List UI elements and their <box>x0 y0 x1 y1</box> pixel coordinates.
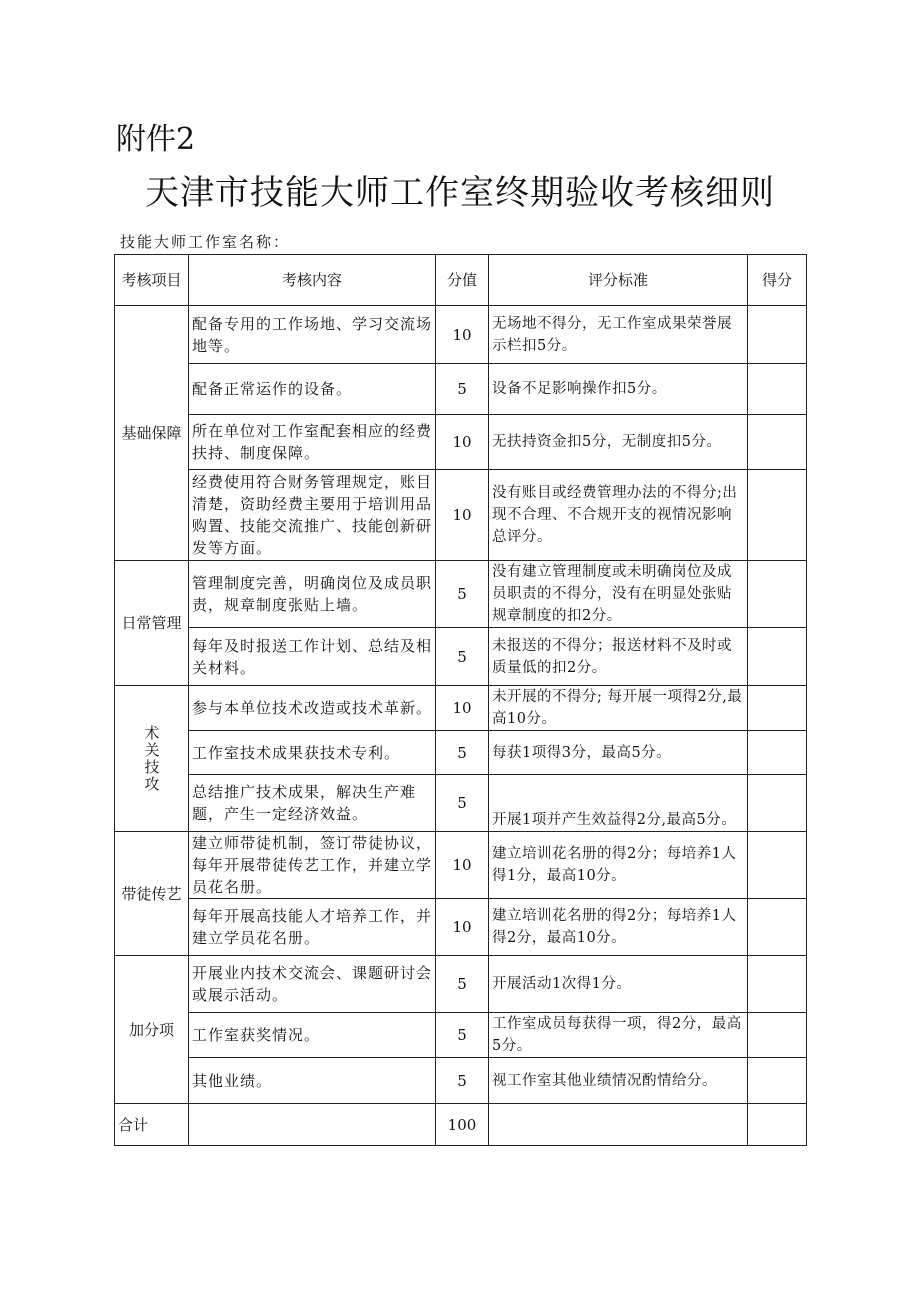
col-header-earned: 得分 <box>748 255 807 306</box>
category-daily: 日常管理 <box>115 561 189 686</box>
table-row <box>115 731 807 775</box>
category-mentor: 带徒传艺 <box>115 832 189 956</box>
row-criteria: 未开展的不得分; 每开展一项得2分,最高10分。 <box>489 686 748 731</box>
category-basic: 基础保障 <box>115 306 189 561</box>
row-content: 每年开展高技能人才培养工作，并建立学员花名册。 <box>189 899 436 956</box>
row-score: 10 <box>436 686 489 731</box>
row-content: 经费使用符合财务管理规定，账目清楚，资助经费主要用于培训用品购置、技能交流推广、技能创新研发等方面。 <box>189 470 436 561</box>
table-total-row <box>115 1104 807 1146</box>
row-content: 工作室获奖情况。 <box>189 1013 436 1058</box>
attachment-label: 附件2 <box>116 122 196 157</box>
table-row <box>115 306 807 364</box>
row-criteria: 开展1项并产生效益得2分,最高5分。 <box>489 775 748 832</box>
row-score: 5 <box>436 1013 489 1058</box>
table-row <box>115 775 807 832</box>
row-earned-cell[interactable] <box>748 775 807 832</box>
category-bonus: 加分项 <box>115 956 189 1104</box>
table-row <box>115 1013 807 1058</box>
row-content: 配备正常运作的设备。 <box>189 364 436 415</box>
row-criteria: 建立培训花名册的得2分；每培养1人得1分，最高10分。 <box>489 832 748 899</box>
row-earned-cell[interactable] <box>748 306 807 364</box>
row-content: 每年及时报送工作计划、总结及相关材料。 <box>189 628 436 686</box>
row-criteria: 视工作室其他业绩情况酌情给分。 <box>489 1058 748 1104</box>
category-total: 合计 <box>115 1104 189 1146</box>
row-score: 10 <box>436 415 489 470</box>
row-score: 5 <box>436 775 489 832</box>
row-score: 5 <box>436 561 489 628</box>
total-earned-cell[interactable] <box>748 1104 807 1146</box>
row-earned-cell[interactable] <box>748 956 807 1013</box>
row-score: 5 <box>436 1058 489 1104</box>
category-tech: 术关技攻 <box>115 686 189 832</box>
table-row <box>115 628 807 686</box>
row-criteria: 建立培训花名册的得2分；每培养1人得2分，最高10分。 <box>489 899 748 956</box>
total-criteria-cell <box>489 1104 748 1146</box>
row-earned-cell[interactable] <box>748 561 807 628</box>
row-earned-cell[interactable] <box>748 899 807 956</box>
row-content: 开展业内技术交流会、课题研讨会或展示活动。 <box>189 956 436 1013</box>
table-row <box>115 364 807 415</box>
row-criteria: 工作室成员每获得一项，得2分，最高5分。 <box>489 1013 748 1058</box>
table-row <box>115 899 807 956</box>
row-earned-cell[interactable] <box>748 686 807 731</box>
row-criteria: 未报送的不得分；报送材料不及时或质量低的扣2分。 <box>489 628 748 686</box>
table-row <box>115 832 807 899</box>
row-content: 配备专用的工作场地、学习交流场地等。 <box>189 306 436 364</box>
table-row <box>115 956 807 1013</box>
row-earned-cell[interactable] <box>748 832 807 899</box>
table-row <box>115 415 807 470</box>
row-content: 参与本单位技术改造或技术革新。 <box>189 686 436 731</box>
row-criteria: 无场地不得分，无工作室成果荣誉展示栏扣5分。 <box>489 306 748 364</box>
col-header-category: 考核项目 <box>115 255 189 306</box>
row-earned-cell[interactable] <box>748 1058 807 1104</box>
assessment-table <box>114 254 807 1146</box>
row-content: 其他业绩。 <box>189 1058 436 1104</box>
table-row <box>115 561 807 628</box>
row-score: 5 <box>436 628 489 686</box>
col-header-score: 分值 <box>436 255 489 306</box>
row-content: 总结推广技术成果，解决生产难题，产生一定经济效益。 <box>189 775 436 832</box>
row-criteria: 没有账目或经费管理办法的不得分;出现不合理、不合规开支的视情况影响总评分。 <box>489 470 748 561</box>
row-score: 5 <box>436 364 489 415</box>
row-criteria: 设备不足影响操作扣5分。 <box>489 364 748 415</box>
row-criteria: 无扶持资金扣5分，无制度扣5分。 <box>489 415 748 470</box>
row-earned-cell[interactable] <box>748 364 807 415</box>
table-row <box>115 686 807 731</box>
row-criteria: 开展活动1次得1分。 <box>489 956 748 1013</box>
row-criteria: 没有建立管理制度或未明确岗位及成员职责的不得分，没有在明显处张贴规章制度的扣2分。 <box>489 561 748 628</box>
row-content: 工作室技术成果获技术专利。 <box>189 731 436 775</box>
total-score: 100 <box>436 1104 489 1146</box>
row-earned-cell[interactable] <box>748 470 807 561</box>
row-score: 10 <box>436 832 489 899</box>
row-content: 管理制度完善，明确岗位及成员职责，规章制度张贴上墙。 <box>189 561 436 628</box>
row-earned-cell[interactable] <box>748 1013 807 1058</box>
row-score: 10 <box>436 899 489 956</box>
col-header-content: 考核内容 <box>189 255 436 306</box>
table-header-row <box>115 255 807 306</box>
studio-name-label: 技能大师工作室名称： <box>120 233 291 251</box>
page-title: 天津市技能大师工作室终期验收考核细则 <box>145 173 775 213</box>
row-score: 10 <box>436 470 489 561</box>
row-criteria: 每获1项得3分，最高5分。 <box>489 731 748 775</box>
row-score: 5 <box>436 956 489 1013</box>
col-header-criteria: 评分标准 <box>489 255 748 306</box>
row-content: 所在单位对工作室配套相应的经费扶持、制度保障。 <box>189 415 436 470</box>
row-content: 建立师带徒机制，签订带徒协议，每年开展带徒传艺工作，并建立学员花名册。 <box>189 832 436 899</box>
row-score: 5 <box>436 731 489 775</box>
row-earned-cell[interactable] <box>748 731 807 775</box>
row-earned-cell[interactable] <box>748 415 807 470</box>
row-earned-cell[interactable] <box>748 628 807 686</box>
table-row <box>115 1058 807 1104</box>
row-score: 10 <box>436 306 489 364</box>
total-content-cell <box>189 1104 436 1146</box>
table-row <box>115 470 807 561</box>
